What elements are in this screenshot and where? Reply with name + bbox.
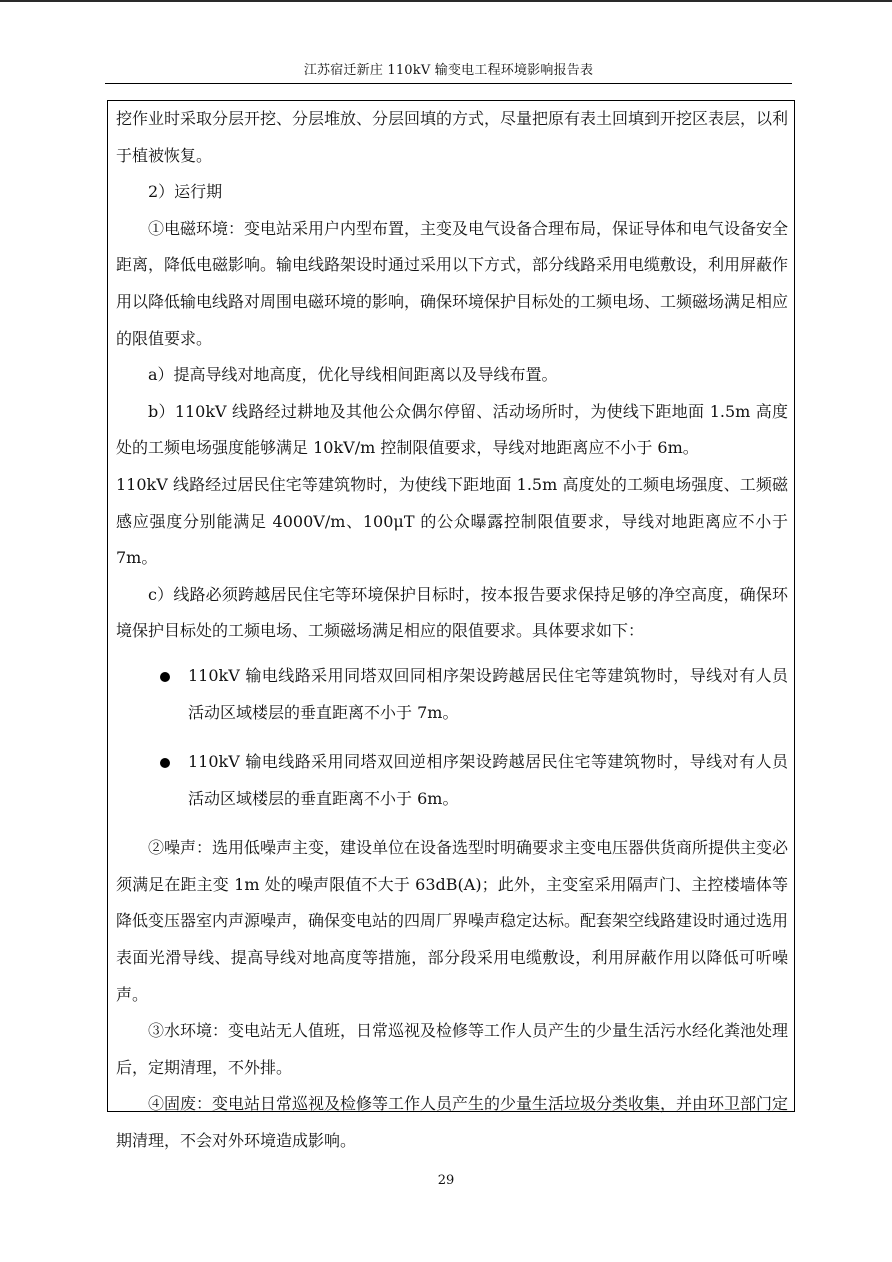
report-body xyxy=(116,101,788,1160)
section-heading-operation: 2）运行期 xyxy=(148,182,223,202)
page-header-title: 江苏宿迁新庄 110kV 输变电工程环境影响报告表 xyxy=(303,63,594,78)
header-divider xyxy=(105,83,792,84)
list-item xyxy=(116,744,788,817)
paragraph-item-a: a）提高导线对地高度，优化导线相间距离以及导线布置。 xyxy=(148,365,558,385)
list-item-text: 110kV 输电线路采用同塔双回逆相序架设跨越居民住宅等建筑物时，导线对有人员活动区域楼层的垂直距离不小于 6m。 xyxy=(188,752,788,808)
paragraph-solid-waste: ④固废：变电站日常巡视及检修等工作人员产生的少量生活垃圾分类收集，并由环卫部门定期清理，不会对外环境造成影响。 xyxy=(116,1094,789,1151)
page-number: 29 xyxy=(437,1173,455,1188)
bullet-icon xyxy=(160,758,170,768)
paragraph-water: ③水环境：变电站无人值班，日常巡视及检修等工作人员产生的少量生活污水经化粪池处理后，定期清理，不外排。 xyxy=(116,1021,789,1077)
paragraph-item-c: c）线路必须跨越居民住宅等环境保护目标时，按本报告要求保持足够的净空高度，确保环境保护目标处的工频电场、工频磁场满足相应的限值要求。具体要求如下： xyxy=(116,584,788,641)
paragraph-electromagnetic: ①电磁环境：变电站采用户内型布置，主变及电气设备合理布局，保证导体和电气设备安全距离，降低电磁影响。输电线路架设时通过采用以下方式，部分线路采用电缆敷设，利用屏蔽作用以降低输电线路对周围电磁环境的影响，确保环境保护目标处的工频电场、工频磁场满足相应的限值要求。 xyxy=(116,218,789,348)
paragraph-item-b-residential: 110kV 线路经过居民住宅等建筑物时，为使线下距地面 1.5m 高度处的工频电场强度、工频磁感应强度分别能满足 4000V/m、100μT 的公众曝露控制限值要求，导线对地距离应不小于 7m。 xyxy=(116,474,788,568)
top-edge-rule xyxy=(0,0,892,2)
paragraph-continued: 挖作业时采取分层开挖、分层堆放、分层回填的方式，尽量把原有表土回填到开挖区表层，以利于植被恢复。 xyxy=(116,109,789,165)
paragraph-noise: ②噪声：选用低噪声主变，建设单位在设备选型时明确要求主变电压器供货商所提供主变必须满足在距主变 1m 处的噪声限值不大于 63dB(A)；此外，主变室采用隔声门、主控楼墙体等降低变压器室内声源噪声，确保变电站的四周厂界噪声稳定达标。配套架空线路建设时通过选用表面光滑导线、提高导线对地高度等措施，部分段采用电缆敷设，利用屏蔽作用以降低可听噪声。 xyxy=(116,838,789,1004)
list-item xyxy=(116,658,788,731)
requirement-list xyxy=(116,658,788,817)
bullet-icon xyxy=(160,672,170,682)
list-item-text: 110kV 输电线路采用同塔双回同相序架设跨越居民住宅等建筑物时，导线对有人员活动区域楼层的垂直距离不小于 7m。 xyxy=(188,665,788,722)
paragraph-item-b: b）110kV 线路经过耕地及其他公众偶尔停留、活动场所时，为使线下距地面 1.5m 高度处的工频电场强度能够满足 10kV/m 控制限值要求，导线对地距离应不小于 6m。 xyxy=(116,401,788,458)
